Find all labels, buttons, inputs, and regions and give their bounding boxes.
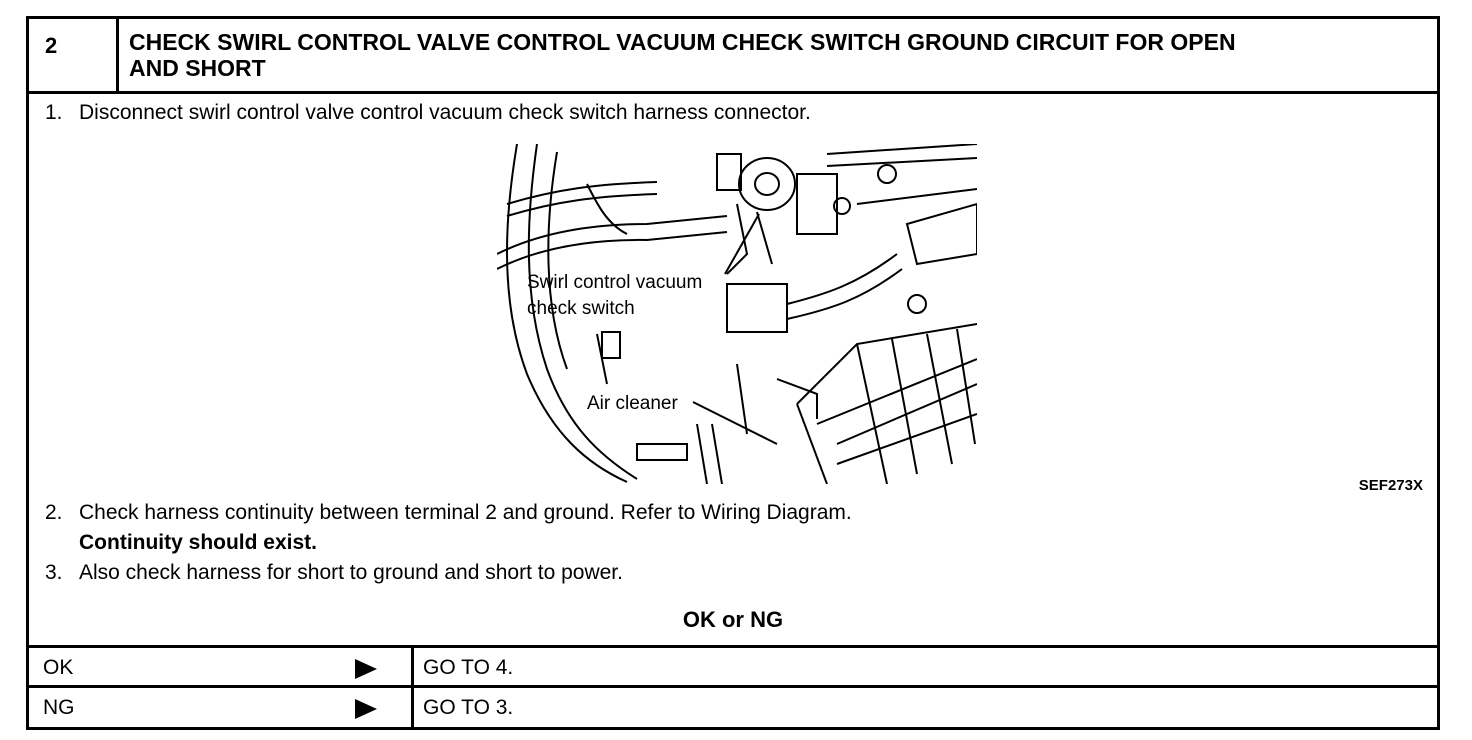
result-row-ng: [29, 685, 1437, 727]
result-action: GO TO 4.: [423, 656, 514, 679]
result-row-ok: [29, 645, 1437, 685]
engine-illustration: [497, 144, 977, 484]
step-header: [29, 19, 1437, 94]
column-divider: [411, 648, 414, 685]
instruction-number: 1.: [45, 101, 63, 124]
step-title: [129, 29, 1429, 81]
label-swirl-switch-line-2: check switch: [527, 298, 635, 319]
figure-code: SEF273X: [1358, 477, 1423, 494]
instruction-text: Check harness continuity between terminal 2 and ground. Refer to Wiring Diagram.: [79, 501, 852, 524]
instruction-text: Also check harness for short to ground and short to power.: [79, 561, 623, 584]
step-title-line-1: CHECK SWIRL CONTROL VALVE CONTROL VACUUM CHECK SWITCH GROUND CIRCUIT FOR OPEN: [129, 29, 1236, 55]
column-divider: [411, 688, 414, 727]
label-air-cleaner: Air cleaner: [587, 393, 678, 414]
procedure-table: [26, 16, 1440, 730]
result-key: NG: [43, 696, 75, 719]
step-number: 2: [29, 19, 119, 91]
step-title-line-2: AND SHORT: [129, 55, 266, 81]
result-key: OK: [43, 656, 74, 679]
instruction-number: 3.: [45, 561, 63, 584]
arrow-right-icon: [355, 699, 377, 719]
result-action: GO TO 3.: [423, 696, 514, 719]
instruction-text: Disconnect swirl control valve control vacuum check switch harness connector.: [79, 101, 811, 124]
label-swirl-switch-line-1: Swirl control vacuum: [527, 272, 703, 293]
result-heading: OK or NG: [682, 607, 784, 632]
arrow-right-icon: [355, 659, 377, 679]
instruction-number: 2.: [45, 501, 63, 524]
instruction-emphasis: Continuity should exist.: [79, 531, 318, 554]
